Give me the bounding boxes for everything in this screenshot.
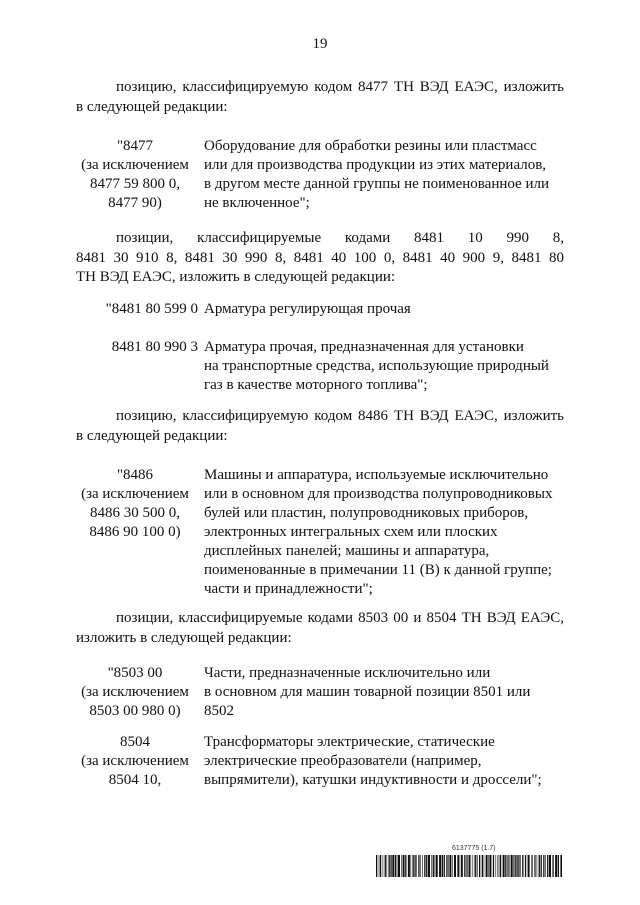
barcode-bar [515,855,516,877]
barcode-bar [442,855,443,877]
description-line: или для производства продукции из этих материалов, [204,157,547,173]
barcode-bar [387,855,388,877]
barcode-bar [496,855,497,877]
code-line: 8504 10, [108,772,162,788]
code-line: (за исключением [81,157,189,173]
barcode-bar [444,855,445,877]
barcode-bar [422,855,423,877]
barcode-bar [385,855,386,877]
barcode-bar [560,855,562,877]
barcode-bar [549,855,551,877]
barcode-bar [489,855,491,877]
barcode-bar [513,855,514,877]
paragraph-line: в следующей редакции: [76,98,228,115]
entry-description [204,664,566,721]
barcode-bar [436,855,438,877]
barcode-bar [435,855,436,877]
barcode-bar [555,855,557,877]
barcode-bar [558,855,559,877]
code-line: (за исключением [81,486,189,502]
barcode-bar [547,855,548,877]
barcode-bar [486,855,488,877]
barcode-bar [531,855,532,877]
paragraph-line: позиции, классифицируемые кодами 8481 10 990 8, [116,230,564,246]
entry-description [204,300,566,319]
barcode-bar [420,855,421,877]
barcode-bar [389,855,390,877]
entry-code [76,137,194,213]
entry-description [204,137,566,213]
code-line: 8481 80 990 3 [111,339,198,355]
entry-description [204,733,566,790]
description-line: газ в качестве моторного топлива"; [204,377,428,393]
code-line: "8481 80 599 0 [105,301,198,317]
description-line: Арматура регулирующая прочая [204,301,411,317]
barcode-bar [457,855,459,877]
entry-description [204,338,566,395]
barcode-bar [413,855,414,877]
paragraph-8503-8504-intro [76,609,564,648]
code-line: 8477 90) [108,195,162,211]
paragraph-line: 8481 30 910 8, 8481 30 990 8, 8481 40 100 0, 8481 40 900 9, 8481 80 [76,249,564,266]
barcode-bar [398,855,400,877]
barcode-bar [414,855,415,877]
barcode-bar [503,855,505,877]
entry-code [76,664,194,721]
barcode-bar [431,855,432,877]
barcode-bar [475,855,476,877]
description-line: выпрямители), катушки индуктивности и дроссели"; [204,772,542,788]
description-line: дисплейных панелей; машины и аппаратура, [204,543,490,559]
entry-code [76,300,198,319]
description-line: в другом месте данной группы не поименованное или [204,176,549,192]
barcode-bar [539,855,540,877]
code-line: 8503 00 980 0) [89,703,181,719]
page-number: 19 [312,36,328,52]
barcode-bar [448,855,449,877]
barcode-bar [380,855,381,877]
barcode-bar [466,855,467,877]
barcode-bar [532,855,533,877]
barcode-label: 6137775 (1.7) [452,845,496,852]
barcode-bar [482,855,483,877]
description-line: на транспортные средства, использующие природный [204,358,549,374]
code-line: "8477 [116,138,154,154]
entry-code [76,466,194,542]
barcode-bar [433,855,434,877]
code-line: 8486 30 500 0, [90,505,180,521]
paragraph-line: позиции, классифицируемые кодами 8503 00 и 8504 ТН ВЭД ЕАЭС, [116,610,564,626]
barcode-bar [461,855,463,877]
paragraph-line: ТН ВЭД ЕАЭС, изложить в следующей редакции: [76,269,396,285]
barcode-bar [383,855,384,877]
barcode-bar [541,855,542,877]
description-line: или в основном для производства полупроводниковых [204,486,553,502]
barcode-bar [418,855,419,877]
description-line: не включенное"; [204,195,310,211]
barcode-bar [408,855,410,877]
barcode-bar [552,855,553,877]
barcode-bar [545,855,546,877]
barcode-bar [477,855,478,877]
barcode [376,855,562,877]
barcode-bar [426,855,427,877]
description-line: Арматура прочая, предназначенная для установки [204,339,524,355]
barcode-bar [467,855,468,877]
barcode-bar [528,855,530,877]
barcode-bar [428,855,430,877]
paragraph-8486-intro [76,407,564,446]
description-line: Оборудование для обработки резины или пластмасс [204,138,537,154]
barcode-bar [505,855,506,877]
barcode-bar [511,855,513,877]
description-line: электрические преобразователи (например, [204,753,482,769]
code-line: (за исключением [81,684,189,700]
description-line: в основном для машин товарной позиции 8501 или [204,684,531,700]
code-line: "8503 00 [107,665,163,681]
code-line: 8477 59 800 0, [90,176,180,192]
barcode-bar [395,855,396,877]
paragraph-8477-intro [76,78,564,117]
barcode-bar [499,855,500,877]
barcode-bar [439,855,441,877]
barcode-bar [472,855,473,877]
description-line: электронных интегральных схем или плоских [204,524,498,540]
barcode-bar [390,855,391,877]
barcode-bar [411,855,412,877]
paragraph-line: в следующей редакции: [76,427,228,444]
description-line: булей или пластин, полупроводниковых приборов, [204,505,529,521]
barcode-bar [498,855,499,877]
barcode-bar [446,855,447,877]
barcode-bar [484,855,485,877]
barcode-bar [474,855,475,877]
barcode-bar [397,855,398,877]
barcode-bar [537,855,538,877]
barcode-bar [510,855,511,877]
barcode-bar [449,855,451,877]
barcode-bar [508,855,509,877]
barcode-bar [403,855,405,877]
barcode-bar [507,855,508,877]
description-line: Трансформаторы электрические, статические [204,734,495,750]
code-line: 8504 [120,734,150,750]
barcode-bar [479,855,480,877]
barcode-bar [525,855,526,877]
barcode-bar [543,855,544,877]
barcode-bar [401,855,402,877]
code-line: (за исключением [81,753,189,769]
barcode-bar [534,855,535,877]
barcode-bar [379,855,380,877]
code-line: "8486 [116,467,154,483]
barcode-bar [392,855,394,877]
barcode-bar [493,855,494,877]
paragraph-line: изложить в следующей редакции: [76,629,292,646]
entry-description [204,466,566,599]
barcode-bar [452,855,453,877]
description-line: Машины и аппаратура, используемые исключительно [204,467,549,483]
barcode-bar [522,855,523,877]
barcode-bar [516,855,517,877]
barcode-bar [454,855,456,877]
paragraph-8481-intro [76,229,564,288]
entry-code [76,733,194,790]
barcode-bar [500,855,501,877]
code-line: 8486 90 100 0) [89,524,181,540]
barcode-bar [520,855,521,877]
barcode-bar [469,855,471,877]
barcode-bar [535,855,536,877]
barcode-bar [488,855,489,877]
barcode-bar [464,855,465,877]
barcode-bar [518,855,519,877]
barcode-bar [405,855,406,877]
entry-code [76,338,198,357]
paragraph-line: позицию, классифицируемую кодом 8486 ТН ВЭД ЕАЭС, изложить [116,408,564,424]
barcode-bar [376,855,377,877]
description-line: части и принадлежности"; [204,581,373,597]
barcode-bar [416,855,417,877]
description-line: поименованные в примечании 11 (В) к данной группе; [204,562,552,578]
paragraph-line: позицию, классифицируемую кодом 8477 ТН ВЭД ЕАЭС, изложить [116,79,564,95]
description-line: Части, предназначенные исключительно или [204,665,491,681]
barcode-bar [424,855,425,877]
description-line: 8502 [204,703,234,719]
